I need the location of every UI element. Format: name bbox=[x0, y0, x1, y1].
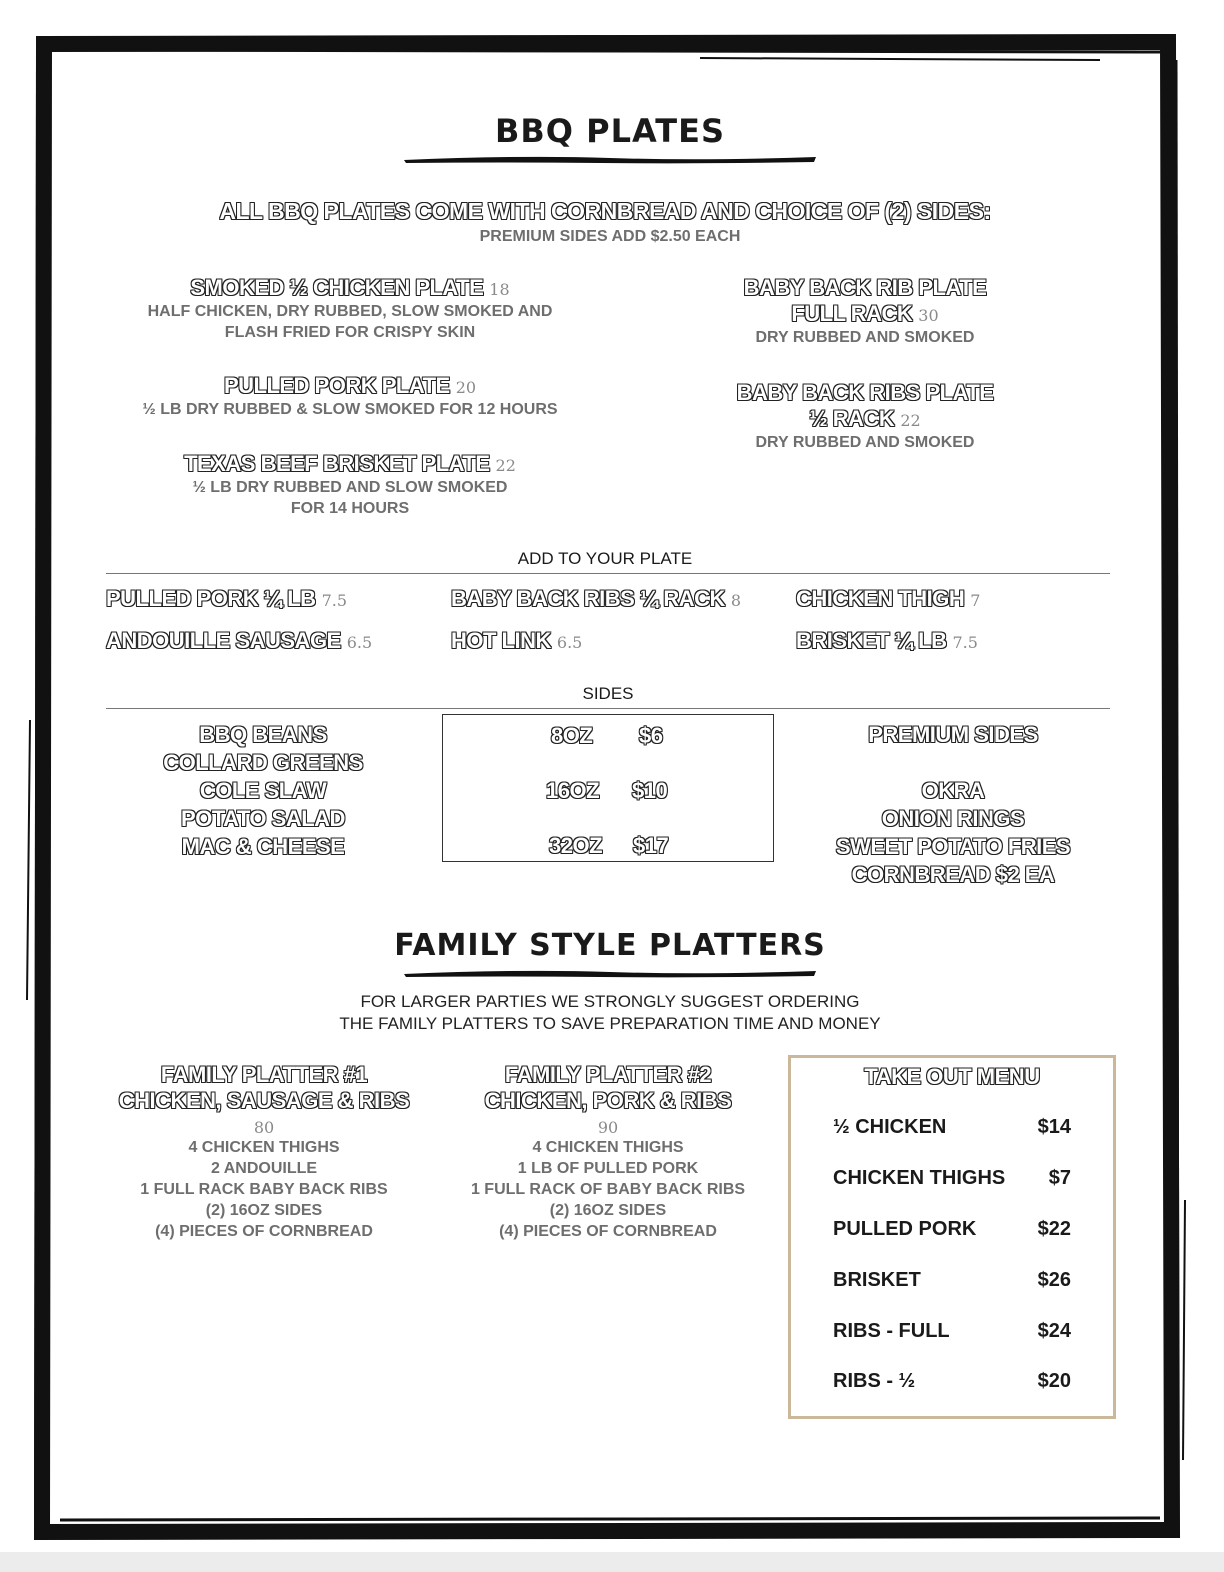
title-brush-underline bbox=[400, 152, 820, 166]
size-label: 32OZ bbox=[549, 833, 603, 858]
addon-item: BABY BACK RIBS ¼ RACK 8 bbox=[451, 586, 742, 611]
family-note-line: THE FAMILY PLATTERS TO SAVE PREPARATION TIME AND MONEY bbox=[339, 1014, 881, 1033]
size-price: $17 bbox=[633, 833, 669, 858]
plate-desc: ½ LB DRY RUBBED AND SLOW SMOKED bbox=[192, 479, 508, 496]
platter-line: (2) 16OZ SIDES bbox=[549, 1202, 667, 1219]
premium-side-item: CORNBREAD $2 EA bbox=[851, 862, 1055, 887]
premium-sides bbox=[800, 721, 1106, 889]
premium-sides-title: PREMIUM SIDES bbox=[868, 722, 1038, 747]
platter-line: (2) 16OZ SIDES bbox=[205, 1202, 323, 1219]
platter-name: FAMILY PLATTER #1 bbox=[160, 1062, 368, 1087]
plate-desc: HALF CHICKEN, DRY RUBBED, SLOW SMOKED AND bbox=[147, 303, 553, 320]
platter-price: 80 bbox=[253, 1118, 275, 1137]
sides-list bbox=[110, 721, 416, 861]
plate-price: 20 bbox=[455, 378, 477, 397]
family-platter-1 bbox=[100, 1062, 428, 1242]
plate-desc: DRY RUBBED AND SMOKED bbox=[755, 329, 975, 346]
premium-side-item: SWEET POTATO FRIES bbox=[835, 834, 1071, 859]
addon-item: CHICKEN THIGH 7 bbox=[796, 586, 981, 611]
plate-name: BABY BACK RIBS PLATE bbox=[736, 380, 994, 405]
platter-line: (4) PIECES OF CORNBREAD bbox=[155, 1223, 373, 1240]
platter-subtitle: CHICKEN, PORK & RIBS bbox=[484, 1088, 732, 1113]
plate-smoked-chicken bbox=[100, 275, 600, 343]
plate-name-2: ½ RACK bbox=[809, 406, 895, 431]
family-note-line: FOR LARGER PARTIES WE STRONGLY SUGGEST ORDERING bbox=[360, 992, 860, 1011]
plate-ribs-full bbox=[700, 275, 1030, 348]
side-sizes-box bbox=[442, 714, 774, 862]
premium-side-item: OKRA bbox=[921, 778, 985, 803]
takeout-menu-box: TAKE OUT MENU ½ CHICKEN $14 CHICKEN THIGHS $7 PULLED PORK $22 BRISKET $26 RIBS - FULL $24 RIBS - ½ $20 bbox=[788, 1055, 1116, 1419]
platter-line: 2 ANDOUILLE bbox=[210, 1160, 318, 1177]
plate-desc: DRY RUBBED AND SMOKED bbox=[755, 434, 975, 451]
premium-sides-note: PREMIUM SIDES ADD $2.50 EACH bbox=[479, 228, 741, 245]
family-brush-underline bbox=[400, 966, 820, 980]
addon-item: BRISKET ¼ LB 7.5 bbox=[796, 628, 978, 653]
premium-side-item: ONION RINGS bbox=[881, 806, 1025, 831]
add-to-plate-heading: ADD TO YOUR PLATE bbox=[517, 549, 693, 568]
plate-price: 18 bbox=[489, 280, 510, 299]
platter-name: FAMILY PLATTER #2 bbox=[504, 1062, 712, 1087]
platter-line: (4) PIECES OF CORNBREAD bbox=[499, 1223, 717, 1240]
platter-line: 4 CHICKEN THIGHS bbox=[532, 1139, 684, 1156]
plate-ribs-half bbox=[700, 380, 1030, 453]
plate-price: 30 bbox=[918, 306, 939, 325]
platter-line: 1 FULL RACK BABY BACK RIBS bbox=[140, 1181, 388, 1198]
addon-item: ANDOUILLE SAUSAGE 6.5 bbox=[106, 628, 373, 653]
platter-price: 90 bbox=[597, 1118, 619, 1137]
side-item: BBQ BEANS bbox=[199, 722, 327, 747]
plate-price: 22 bbox=[900, 411, 921, 430]
size-label: 8OZ bbox=[551, 723, 593, 748]
family-title: FAMILY STYLE PLATTERS bbox=[394, 928, 826, 963]
platter-line: 4 CHICKEN THIGHS bbox=[188, 1139, 340, 1156]
sides-divider bbox=[106, 708, 1110, 709]
plate-name: TEXAS BEEF BRISKET PLATE bbox=[184, 451, 490, 476]
addon-item: HOT LINK 6.5 bbox=[451, 628, 583, 653]
add-divider bbox=[106, 573, 1110, 574]
size-price: $6 bbox=[639, 723, 663, 748]
plate-desc: ½ LB DRY RUBBED & SLOW SMOKED FOR 12 HOURS bbox=[142, 401, 558, 418]
platter-line: 1 FULL RACK OF BABY BACK RIBS bbox=[470, 1181, 746, 1198]
plate-desc: FLASH FRIED FOR CRISPY SKIN bbox=[224, 324, 476, 341]
sides-heading: SIDES bbox=[582, 684, 634, 703]
platter-subtitle: CHICKEN, SAUSAGE & RIBS bbox=[118, 1088, 410, 1113]
plate-pulled-pork bbox=[100, 373, 600, 420]
takeout-title: TAKE OUT MENU bbox=[864, 1064, 1040, 1089]
bbq-plates-title: BBQ PLATES bbox=[495, 112, 725, 150]
side-item: COLE SLAW bbox=[199, 778, 327, 803]
platter-line: 1 LB OF PULLED PORK bbox=[517, 1160, 699, 1177]
plate-name: PULLED PORK PLATE bbox=[223, 373, 450, 398]
family-note bbox=[260, 991, 960, 1035]
plate-price: 22 bbox=[495, 456, 516, 475]
plate-desc: FOR 14 HOURS bbox=[290, 500, 410, 517]
family-platter-2 bbox=[444, 1062, 772, 1242]
side-item: COLLARD GREENS bbox=[163, 750, 363, 775]
plate-brisket bbox=[100, 451, 600, 519]
plate-name: BABY BACK RIB PLATE bbox=[743, 275, 987, 300]
bbq-intro: ALL BBQ PLATES COME WITH CORNBREAD AND CHOICE OF (2) SIDES: bbox=[219, 198, 991, 224]
side-item: MAC & CHEESE bbox=[181, 834, 345, 859]
addon-item: PULLED PORK ¼ LB 7.5 bbox=[106, 586, 348, 611]
side-item: POTATO SALAD bbox=[181, 806, 345, 831]
plate-name: SMOKED ½ CHICKEN PLATE bbox=[190, 275, 484, 300]
plate-name-2: FULL RACK bbox=[791, 301, 913, 326]
size-label: 16OZ bbox=[546, 778, 600, 803]
size-price: $10 bbox=[632, 778, 668, 803]
